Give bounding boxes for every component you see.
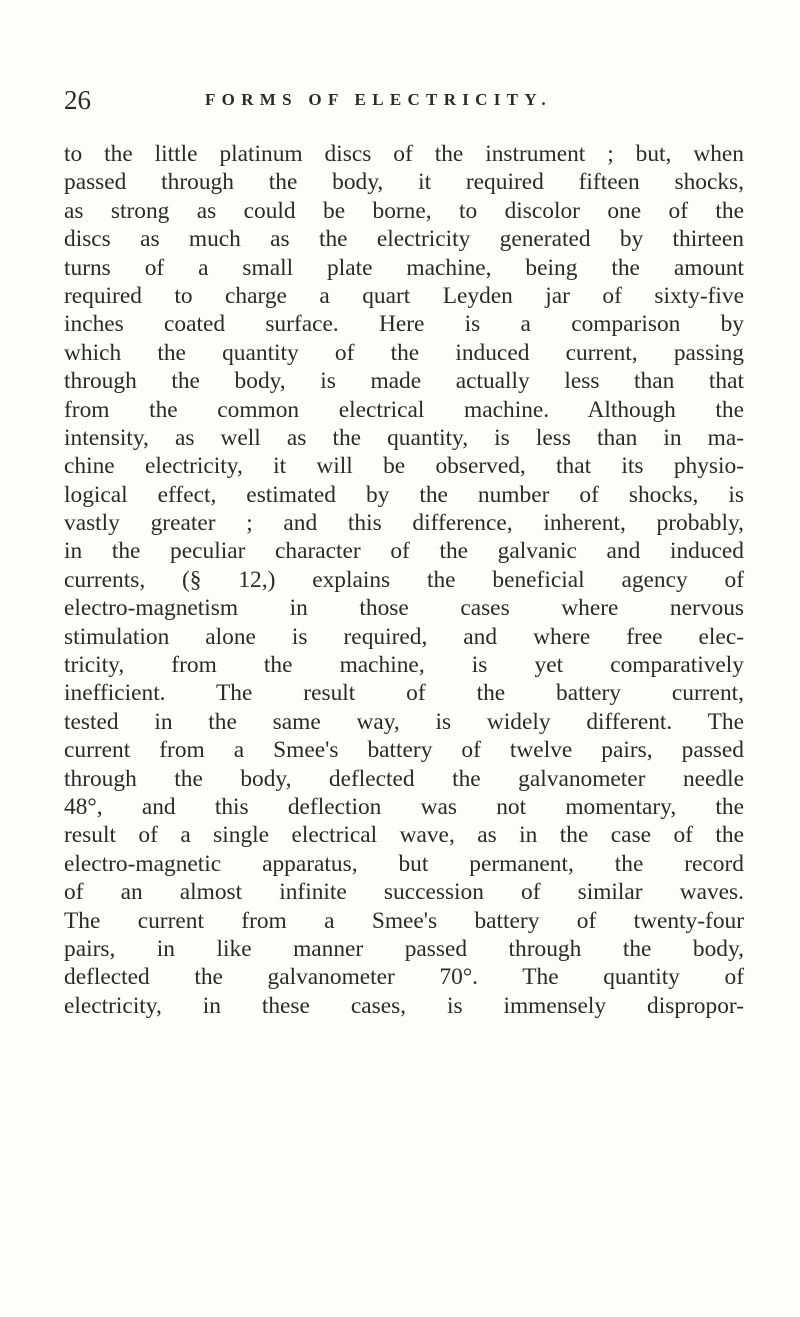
running-title: FORMS OF ELECTRICITY. (205, 90, 552, 109)
text-line: through the body, is made actually less than that (64, 368, 744, 395)
text-line: required to charge a quart Leyden jar of sixty-five (64, 282, 744, 309)
text-line: through the body, deflected the galvanometer needle (64, 765, 744, 792)
text-line: which the quantity of the induced current, passing (64, 339, 744, 366)
text-line: chine electricity, it will be observed, that its physio- (64, 453, 744, 480)
text-line: 48°, and this deflection was not momentary, the (64, 793, 744, 820)
text-line: as strong as could be borne, to discolor one of the (64, 197, 744, 224)
text-line: electricity, in these cases, is immensely dispropor- (64, 992, 744, 1019)
text-line: current from a Smee's battery of twelve pairs, passed (64, 737, 744, 764)
text-line: vastly greater ; and this difference, inherent, probably, (64, 510, 744, 537)
text-line: turns of a small plate machine, being the amount (64, 254, 744, 281)
text-line: stimulation alone is required, and where free elec- (64, 623, 744, 650)
page-number: 26 (64, 85, 91, 115)
text-line: from the common electrical machine. Although the (64, 396, 744, 423)
text-line: intensity, as well as the quantity, is less than in ma- (64, 424, 744, 451)
text-line: discs as much as the electricity generated by thirteen (64, 226, 744, 253)
text-line: logical effect, estimated by the number of shocks, is (64, 481, 744, 508)
page-header (64, 80, 754, 120)
text-line: inches coated surface. Here is a comparison by (64, 311, 744, 338)
text-line: The current from a Smee's battery of twenty-four (64, 907, 744, 934)
text-line: in the peculiar character of the galvanic and induced (64, 538, 744, 565)
body-text (64, 140, 744, 1020)
text-line: deflected the galvanometer 70°. The quantity of (64, 964, 744, 991)
text-line: electro-magnetism in those cases where nervous (64, 595, 744, 622)
text-line: inefficient. The result of the battery current, (64, 680, 744, 707)
text-line: electro-magnetic apparatus, but permanent, the record (64, 850, 744, 877)
text-line: tested in the same way, is widely different. The (64, 708, 744, 735)
text-line: to the little platinum discs of the instrument ; but, when (64, 141, 744, 167)
text-line: result of a single electrical wave, as in the case of the (64, 822, 744, 849)
text-line: pairs, in like manner passed through the body, (64, 935, 744, 962)
text-line: of an almost infinite succession of similar waves. (64, 879, 744, 906)
text-line: tricity, from the machine, is yet comparatively (64, 652, 744, 679)
text-line: currents, (§ 12,) explains the beneficial agency of (64, 566, 744, 593)
text-line: passed through the body, it required fifteen shocks, (64, 169, 744, 196)
